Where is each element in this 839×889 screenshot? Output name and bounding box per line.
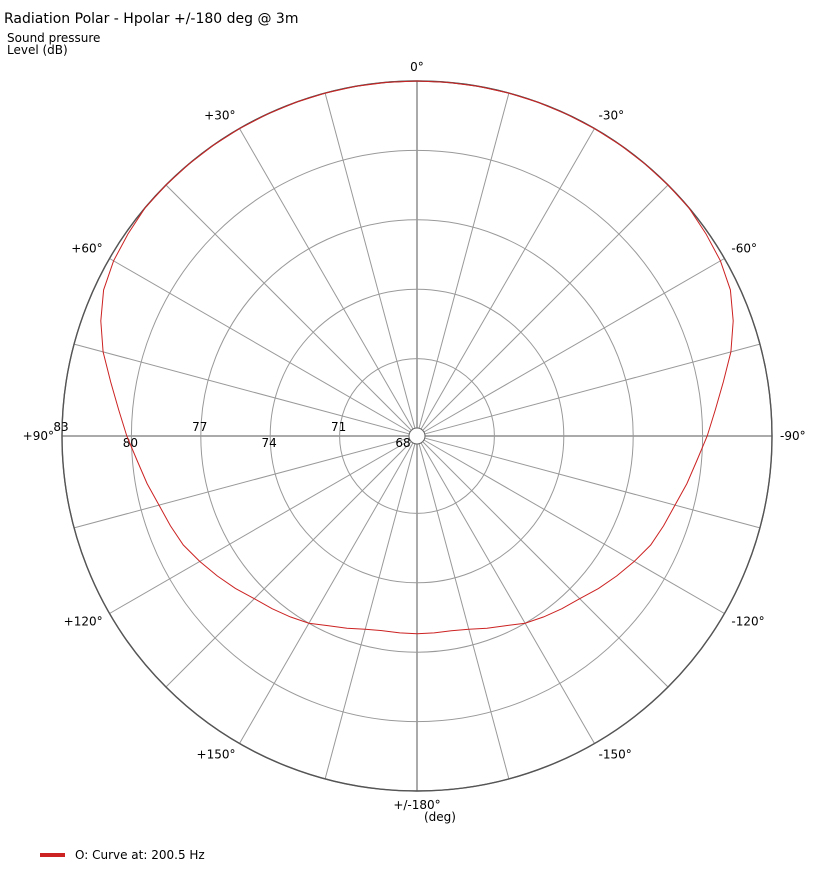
spoke-165 — [419, 444, 509, 779]
angle-tick-label: -60° — [731, 241, 757, 256]
angle-tick-label: +60° — [71, 241, 103, 256]
chart-title: Radiation Polar - Hpolar +/-180 deg @ 3m — [4, 11, 299, 27]
spoke-255 — [74, 438, 409, 528]
radial-tick-label: 77 — [192, 420, 208, 434]
angle-tick-label: +/-180° — [393, 798, 441, 812]
angle-tick-label: -120° — [731, 614, 765, 629]
y-axis-label-line2: Level (dB) — [7, 43, 68, 57]
spoke-105 — [425, 438, 760, 528]
angle-tick-label: -30° — [598, 108, 625, 123]
angle-tick-label: +120° — [63, 614, 103, 629]
spoke-15 — [419, 93, 509, 428]
radial-tick-label: 80 — [122, 436, 139, 450]
spoke-45 — [423, 185, 668, 430]
angle-tick-label: -90° — [780, 429, 806, 443]
legend-label: O: Curve at: 200.5 Hz — [75, 848, 205, 862]
radial-tick-label: 83 — [53, 420, 69, 434]
angle-tick-label: -150° — [598, 747, 632, 762]
angle-tick-label: +150° — [196, 747, 236, 762]
spoke-285 — [74, 344, 409, 434]
spoke-75 — [425, 344, 760, 434]
spoke-195 — [325, 444, 415, 779]
radial-tick-label: 71 — [330, 420, 347, 434]
spoke-315 — [166, 185, 411, 430]
center-hub — [409, 428, 425, 444]
angle-tick-label: +30° — [204, 108, 236, 123]
radial-tick-label: 68 — [395, 436, 411, 450]
angle-unit-label: (deg) — [424, 810, 456, 824]
legend-swatch — [40, 853, 65, 857]
spoke-345 — [325, 93, 415, 428]
angle-tick-label: 0° — [410, 60, 424, 74]
legend — [40, 848, 205, 862]
radial-tick-labels — [53, 420, 410, 450]
y-axis-label-line1: Sound pressure — [7, 31, 101, 45]
angle-tick-label: +90° — [22, 429, 54, 443]
radial-tick-label: 74 — [261, 436, 277, 450]
